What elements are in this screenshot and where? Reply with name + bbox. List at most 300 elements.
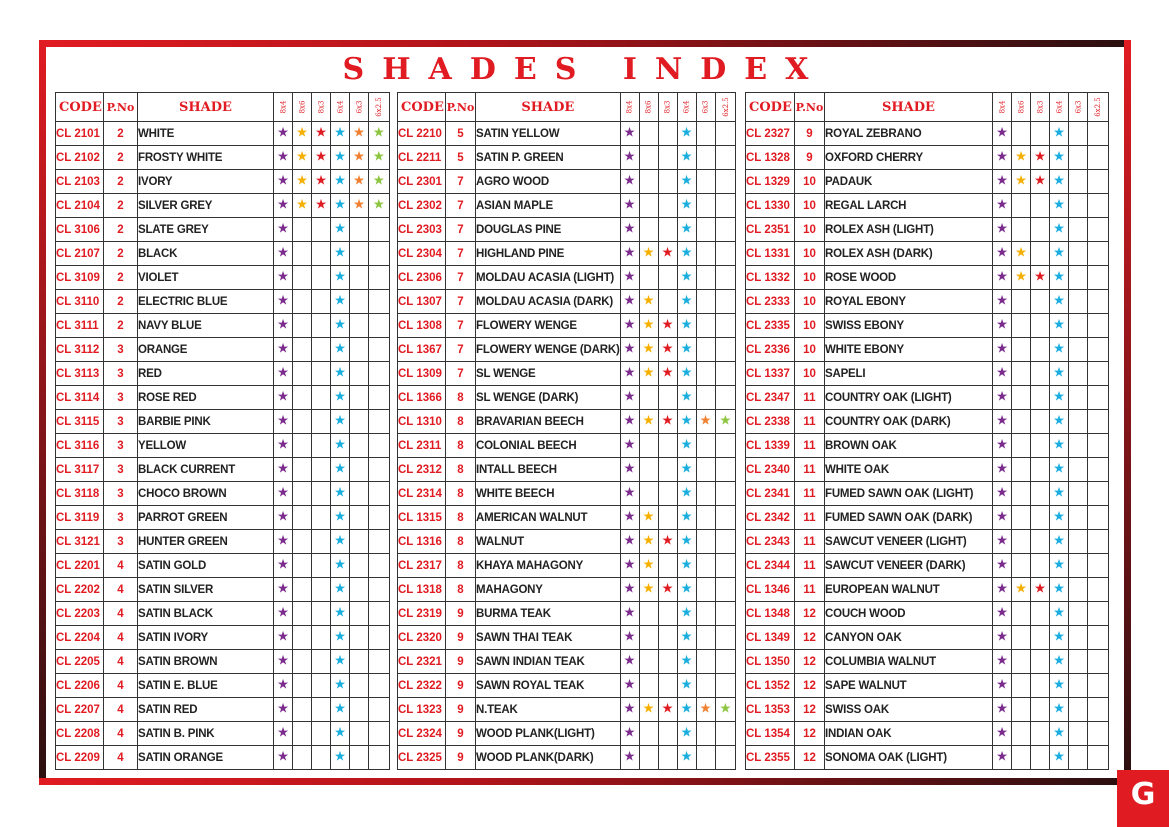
table-row [746, 338, 1109, 362]
page-number: 8 [446, 482, 476, 506]
shade-code: CL 3117 [56, 458, 104, 482]
size-label: 6x2.5 [1093, 97, 1102, 117]
size-cell [620, 362, 639, 386]
size-cell [1012, 746, 1031, 770]
page-number: 10 [795, 218, 825, 242]
size-cell [1088, 434, 1109, 458]
page-number: 2 [104, 218, 138, 242]
size-cell [677, 746, 696, 770]
size-cell [1012, 674, 1031, 698]
star-icon: ★ [643, 415, 654, 427]
size-cell [1088, 458, 1109, 482]
star-icon: ★ [681, 679, 692, 691]
size-cell [369, 698, 390, 722]
star-icon: ★ [334, 271, 346, 283]
size-cell [696, 626, 715, 650]
shade-code: CL 1308 [398, 314, 446, 338]
size-cell [293, 122, 312, 146]
shade-name: SAWN ROYAL TEAK [476, 674, 621, 698]
size-cell [658, 242, 677, 266]
table-row [746, 146, 1109, 170]
shade-code: CL 3110 [56, 290, 104, 314]
shade-code: CL 3112 [56, 338, 104, 362]
size-cell [293, 242, 312, 266]
size-cell [993, 146, 1012, 170]
table-row [56, 482, 390, 506]
star-icon: ★ [624, 247, 635, 259]
shade-code: CL 1330 [746, 194, 795, 218]
size-cell [1012, 458, 1031, 482]
header-row [746, 93, 1109, 122]
size-cell [715, 434, 736, 458]
size-cell [369, 434, 390, 458]
size-cell [639, 122, 658, 146]
size-cell [331, 314, 350, 338]
size-cell [715, 578, 736, 602]
size-cell [312, 578, 331, 602]
size-cell [1050, 482, 1069, 506]
star-icon: ★ [1053, 655, 1065, 667]
size-cell [369, 266, 390, 290]
size-cell [350, 626, 369, 650]
size-cell [696, 482, 715, 506]
page-number: 10 [795, 170, 825, 194]
size-cell [331, 434, 350, 458]
size-cell [1050, 266, 1069, 290]
size-cell [1050, 338, 1069, 362]
table-row [746, 410, 1109, 434]
size-cell [639, 578, 658, 602]
size-cell [293, 434, 312, 458]
size-cell [993, 338, 1012, 362]
size-cell [639, 482, 658, 506]
size-cell [993, 122, 1012, 146]
size-cell [658, 506, 677, 530]
star-icon: ★ [1053, 271, 1065, 283]
star-icon: ★ [996, 271, 1008, 283]
star-icon: ★ [624, 487, 635, 499]
size-cell [1031, 650, 1050, 674]
shade-name: KHAYA MAHAGONY [476, 554, 621, 578]
size-cell [1069, 314, 1088, 338]
star-icon: ★ [996, 559, 1008, 571]
size-cell [1050, 506, 1069, 530]
size-cell [293, 530, 312, 554]
size-cell [658, 698, 677, 722]
size-cell [293, 314, 312, 338]
shade-code: CL 2211 [398, 146, 446, 170]
size-cell [620, 506, 639, 530]
size-label: 8x6 [1016, 100, 1025, 114]
size-cell [993, 602, 1012, 626]
table-row [746, 746, 1109, 770]
size-cell [312, 410, 331, 434]
star-icon: ★ [624, 127, 635, 139]
size-cell [620, 626, 639, 650]
size-cell [696, 674, 715, 698]
star-icon: ★ [681, 559, 692, 571]
shade-name: SAWN THAI TEAK [476, 626, 621, 650]
shade-name: SWISS EBONY [825, 314, 993, 338]
size-cell [715, 266, 736, 290]
size-cell [1031, 218, 1050, 242]
size-cell [1088, 554, 1109, 578]
size-cell [696, 410, 715, 434]
size-cell [312, 146, 331, 170]
table-row [56, 530, 390, 554]
column-header-size [293, 93, 312, 122]
star-icon: ★ [624, 415, 635, 427]
shade-code: CL 2327 [746, 122, 795, 146]
star-icon: ★ [277, 247, 289, 259]
shade-code: CL 2322 [398, 674, 446, 698]
star-icon: ★ [681, 247, 692, 259]
table-row [398, 530, 736, 554]
star-icon: ★ [700, 415, 711, 427]
table-row [746, 482, 1109, 506]
size-cell [715, 170, 736, 194]
size-cell [620, 266, 639, 290]
shade-code: CL 2208 [56, 722, 104, 746]
size-cell [658, 554, 677, 578]
size-cell [274, 386, 293, 410]
shade-code: CL 1318 [398, 578, 446, 602]
shade-name: BLACK [138, 242, 274, 266]
size-cell [312, 602, 331, 626]
shade-name: WOOD PLANK(DARK) [476, 746, 621, 770]
page-number: 9 [446, 602, 476, 626]
column-header-size [274, 93, 293, 122]
table-row [746, 722, 1109, 746]
shade-code: CL 2304 [398, 242, 446, 266]
star-icon: ★ [996, 535, 1008, 547]
size-cell [350, 122, 369, 146]
size-cell [677, 170, 696, 194]
size-cell [274, 410, 293, 434]
size-cell [658, 338, 677, 362]
size-cell [331, 674, 350, 698]
size-cell [274, 578, 293, 602]
shade-name: FUMED SAWN OAK (LIGHT) [825, 482, 993, 506]
size-cell [293, 410, 312, 434]
star-icon: ★ [277, 127, 289, 139]
star-icon: ★ [681, 127, 692, 139]
star-icon: ★ [1053, 583, 1065, 595]
page-number: 8 [446, 578, 476, 602]
size-cell [274, 602, 293, 626]
size-cell [639, 530, 658, 554]
star-icon: ★ [334, 679, 346, 691]
page-number: 8 [446, 386, 476, 410]
size-cell [715, 482, 736, 506]
size-cell [1069, 722, 1088, 746]
shade-code: CL 2209 [56, 746, 104, 770]
table-row [746, 674, 1109, 698]
size-cell [658, 458, 677, 482]
table-row [56, 338, 390, 362]
size-cell [620, 530, 639, 554]
size-cell [1069, 650, 1088, 674]
star-icon: ★ [996, 751, 1008, 763]
size-cell [1069, 674, 1088, 698]
shade-code: CL 2317 [398, 554, 446, 578]
size-cell [696, 290, 715, 314]
table-row [56, 698, 390, 722]
page-number: 2 [104, 122, 138, 146]
star-icon: ★ [1053, 247, 1065, 259]
size-cell [1069, 362, 1088, 386]
size-cell [696, 554, 715, 578]
size-cell [677, 338, 696, 362]
shade-name: SATIN YELLOW [476, 122, 621, 146]
star-icon: ★ [624, 583, 635, 595]
size-cell [639, 698, 658, 722]
size-cell [1069, 746, 1088, 770]
star-icon: ★ [1053, 751, 1065, 763]
shade-code: CL 2314 [398, 482, 446, 506]
table-row [56, 386, 390, 410]
size-cell [1031, 146, 1050, 170]
size-cell [696, 434, 715, 458]
shade-name: ROSE WOOD [825, 266, 993, 290]
size-cell [1069, 146, 1088, 170]
page-number: 11 [795, 482, 825, 506]
shade-name: N.TEAK [476, 698, 621, 722]
size-cell [274, 266, 293, 290]
size-cell [331, 626, 350, 650]
star-icon: ★ [681, 607, 692, 619]
shade-code: CL 2204 [56, 626, 104, 650]
page-number: 4 [104, 626, 138, 650]
star-icon: ★ [624, 751, 635, 763]
size-cell [677, 626, 696, 650]
size-cell [1069, 554, 1088, 578]
star-icon: ★ [624, 439, 635, 451]
star-icon: ★ [624, 343, 635, 355]
size-cell [1050, 242, 1069, 266]
table-row [56, 506, 390, 530]
table-row [56, 146, 390, 170]
size-cell [350, 602, 369, 626]
size-label: 8x4 [625, 100, 634, 114]
table-row [746, 290, 1109, 314]
size-cell [620, 410, 639, 434]
shade-code: CL 2306 [398, 266, 446, 290]
table-row [56, 626, 390, 650]
shade-name: PADAUK [825, 170, 993, 194]
shade-name: SL WENGE (DARK) [476, 386, 621, 410]
star-icon: ★ [296, 127, 308, 139]
page-number: 10 [795, 362, 825, 386]
size-cell [350, 290, 369, 314]
star-icon: ★ [1053, 511, 1065, 523]
shade-code: CL 3111 [56, 314, 104, 338]
shade-code: CL 3113 [56, 362, 104, 386]
size-cell [639, 290, 658, 314]
star-icon: ★ [1034, 151, 1046, 163]
size-cell [293, 266, 312, 290]
page-number: 7 [446, 362, 476, 386]
size-cell [1050, 170, 1069, 194]
size-cell [620, 698, 639, 722]
size-cell [1012, 482, 1031, 506]
table-row [398, 146, 736, 170]
size-label: 8x3 [1035, 100, 1044, 114]
star-icon: ★ [643, 583, 654, 595]
size-cell [677, 434, 696, 458]
shade-name: WHITE EBONY [825, 338, 993, 362]
size-cell [1088, 170, 1109, 194]
page-number: 3 [104, 434, 138, 458]
shade-code: CL 2342 [746, 506, 795, 530]
size-cell [312, 746, 331, 770]
size-cell [658, 314, 677, 338]
size-cell [350, 530, 369, 554]
shade-name: SATIN BLACK [138, 602, 274, 626]
size-cell [1069, 170, 1088, 194]
shade-code: CL 3109 [56, 266, 104, 290]
star-icon: ★ [277, 607, 289, 619]
table-row [746, 602, 1109, 626]
size-label: 6x2.5 [374, 97, 383, 117]
shade-code: CL 3116 [56, 434, 104, 458]
size-cell [993, 362, 1012, 386]
shade-name: SAPE WALNUT [825, 674, 993, 698]
size-cell [993, 746, 1012, 770]
star-icon: ★ [624, 271, 635, 283]
size-cell [715, 218, 736, 242]
size-cell [696, 146, 715, 170]
shade-table [745, 92, 1109, 770]
size-cell [312, 650, 331, 674]
star-icon: ★ [1053, 463, 1065, 475]
star-icon: ★ [353, 199, 365, 211]
shade-name: COUNTRY OAK (DARK) [825, 410, 993, 434]
size-label: 6x3 [701, 100, 710, 114]
page-number: 9 [446, 650, 476, 674]
size-cell [312, 386, 331, 410]
shade-code: CL 2333 [746, 290, 795, 314]
shade-code: CL 1309 [398, 362, 446, 386]
header-row [56, 93, 390, 122]
column-header-pno: P.No [446, 93, 476, 122]
star-icon: ★ [277, 559, 289, 571]
size-cell [350, 338, 369, 362]
table-row [398, 626, 736, 650]
size-cell [715, 746, 736, 770]
size-cell [993, 266, 1012, 290]
size-cell [993, 218, 1012, 242]
size-cell [1069, 530, 1088, 554]
shade-name: FLOWERY WENGE (DARK) [476, 338, 621, 362]
size-cell [369, 338, 390, 362]
size-cell [1050, 722, 1069, 746]
size-cell [274, 650, 293, 674]
size-cell [293, 650, 312, 674]
star-icon: ★ [334, 199, 346, 211]
page-number: 9 [446, 698, 476, 722]
page-number: 3 [104, 482, 138, 506]
page-number: 7 [446, 338, 476, 362]
size-cell [715, 314, 736, 338]
size-cell [293, 698, 312, 722]
table-row [398, 218, 736, 242]
page-number: 4 [104, 746, 138, 770]
size-cell [1031, 698, 1050, 722]
page-number: 11 [795, 506, 825, 530]
size-cell [1050, 530, 1069, 554]
table-row [56, 578, 390, 602]
size-cell [993, 434, 1012, 458]
size-cell [1050, 410, 1069, 434]
star-icon: ★ [277, 223, 289, 235]
star-icon: ★ [681, 511, 692, 523]
size-cell [1069, 218, 1088, 242]
star-icon: ★ [996, 703, 1008, 715]
size-cell [658, 602, 677, 626]
column-header-size [993, 93, 1012, 122]
table-row [746, 386, 1109, 410]
size-cell [993, 386, 1012, 410]
shade-name: SATIN SILVER [138, 578, 274, 602]
table-row [398, 722, 736, 746]
page-number: 8 [446, 530, 476, 554]
shade-code: CL 2355 [746, 746, 795, 770]
size-cell [331, 746, 350, 770]
page-number: 10 [795, 290, 825, 314]
size-cell [1088, 410, 1109, 434]
size-cell [1012, 722, 1031, 746]
size-cell [312, 554, 331, 578]
size-cell [639, 626, 658, 650]
shade-code: CL 2302 [398, 194, 446, 218]
column-header-size [658, 93, 677, 122]
size-cell [696, 362, 715, 386]
shade-name: ROLEX ASH (DARK) [825, 242, 993, 266]
size-cell [1088, 626, 1109, 650]
size-cell [274, 218, 293, 242]
star-icon: ★ [996, 487, 1008, 499]
shade-code: CL 2101 [56, 122, 104, 146]
size-cell [696, 266, 715, 290]
size-cell [312, 626, 331, 650]
size-cell [1012, 650, 1031, 674]
size-cell [677, 194, 696, 218]
size-cell [677, 362, 696, 386]
size-cell [993, 482, 1012, 506]
page-number: 9 [795, 122, 825, 146]
size-cell [1050, 698, 1069, 722]
size-cell [293, 338, 312, 362]
table-row [56, 458, 390, 482]
size-cell [369, 242, 390, 266]
shade-name: WHITE OAK [825, 458, 993, 482]
size-cell [639, 362, 658, 386]
size-cell [620, 194, 639, 218]
size-cell [1088, 698, 1109, 722]
size-cell [715, 722, 736, 746]
size-cell [1031, 242, 1050, 266]
shade-code: CL 2338 [746, 410, 795, 434]
star-icon: ★ [662, 319, 673, 331]
size-cell [1050, 386, 1069, 410]
star-icon: ★ [1053, 319, 1065, 331]
size-cell [1069, 266, 1088, 290]
size-cell [677, 698, 696, 722]
shade-name: NAVY BLUE [138, 314, 274, 338]
size-cell [293, 578, 312, 602]
shade-name: SLATE GREY [138, 218, 274, 242]
